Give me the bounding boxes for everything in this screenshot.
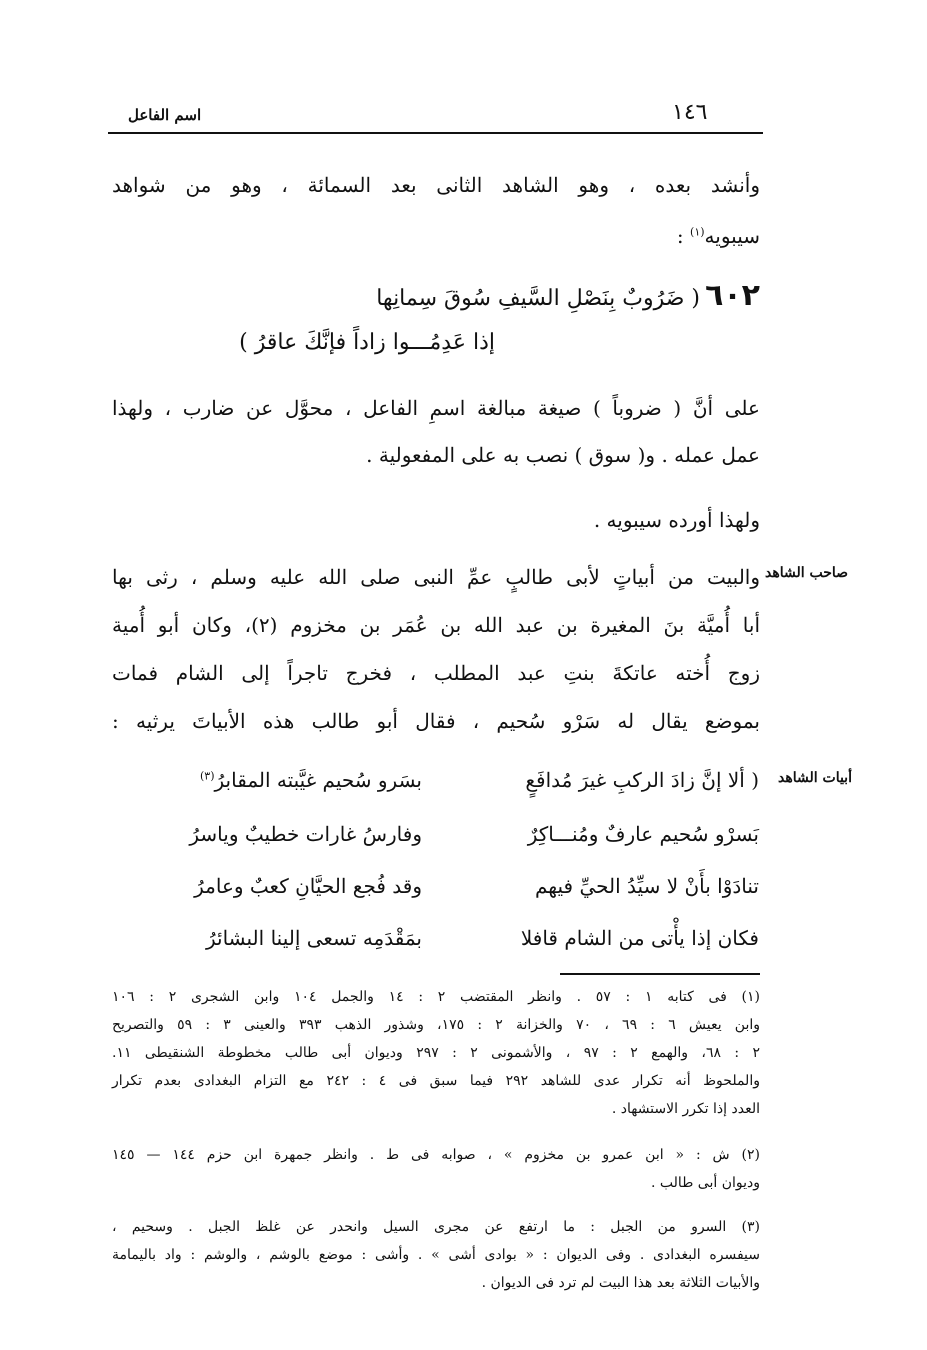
verse-602-first [376,278,760,313]
footnote-rule [560,973,760,975]
footnote-1-line-5: العدد إذا تكرر الاستشهاد . [611,1101,760,1117]
commentary-line-3: ولهذا أورده سيبويه . [593,508,760,532]
verse-number: ٦٠٢ [705,278,760,313]
footnote-3-line-3: والأبيات الثلاثة بعد هذا البيت لم ترد فى الديوان . [481,1275,760,1291]
footnote-1-line-2: وابن يعيش ٦ : ٦٩ ، ٧٠ والخزانة ٢ : ١٧٥، وشذور الذهب ٣٩٣ والعينى ٣ : ٥٩ والتصريح [112,1017,761,1033]
footnote-mark-3[interactable]: (٣) [199,769,215,783]
footnote-2-line-1: (٢) ش : « ابن عمرو بن مخزوم » ، صوابه فى ط . وانظر جمهرة ابن حزم ١٤٤ — ١٤٥ [112,1147,760,1163]
verse-4-first: فكان إذا يأْتى من الشام قافلا [520,926,759,950]
intro-colon: : [676,224,691,248]
footnote-1-line-3: ٢ : ٦٨، والهمع ٢ : ٩٧ ، والأشمونى ٢ : ٢٩٧ وديوان أبى طالب مخطوطة الشنقيطى ١١. [112,1045,761,1061]
running-title: اسم الفاعل [128,106,202,124]
footnote-3-line-2: سيفسره البغدادى . وفى الديوان : « بوادى أشى » . وأشى : موضع بالوشم ، والوشم : واد باليمامة [112,1247,760,1263]
footnote-1-line-1: (١) فى كتابه ١ : ٥٧ . وانظر المقتضب ٢ : ١٤ والجمل ١٠٤ وابن الشجرى ٢ : ١٠٦ [112,989,761,1005]
intro-line-2 [112,226,760,246]
margin-label-verses: أبيات الشاهد [778,770,852,786]
footnote-3-line-1: (٣) السرو من الجبل : ما ارتفع عن مجرى السيل وانحدر عن غلظ الجبل . وسحيم ، [112,1219,760,1235]
verse-1-second [200,770,422,790]
header-rule [108,132,763,134]
commentary-line-1: على أنَّ ( ضروباً ) صيغة مبالغة اسمِ الفاعل ، محوَّل عن ضارب ، ولهذا [112,396,760,420]
footnote-1-line-4: والملحوظ أنه تكرار عدى للشاهد ٢٩٢ فيما سبق فى ٤ : ٢٤٢ مع التزام البغدادى بعدم تكرار [112,1073,760,1089]
poet-line-3: زوج أُخته عاتكةَ بنتِ عبد المطلب ، فخرج تاجراً إلى الشام فمات [112,661,760,685]
verse-4-second: بمَقْدَمِه تسعى إلينا البشائرُ [205,926,422,950]
footnote-2-line-2: وديوان أبى طالب . [651,1175,760,1191]
intro-sibawayh: سيبويه [704,224,760,248]
verse-1-first: ( ألا إنَّ زادَ الركبِ غيرَ مُدافَعٍ [525,768,759,792]
footnote-mark-1[interactable]: (١) [690,225,705,239]
margin-label-poet: صاحب الشاهد [765,565,849,581]
verse-602-hemistich-2: إذا عَدِمُـــوا زاداً فإنَّكَ عاقرُ ) [239,330,495,355]
verse-602-hemistich-1: ( ضَرُوبٌ بِنَصْلِ السَّيفِ سُوقَ سِمانِها [376,286,700,311]
commentary-line-2: عمل عمله . و( سوق ) نصب به على المفعولية . [366,443,760,467]
verse-3-second: وقد فُجع الحيَّانِ كعبٌ وعامرُ [194,874,422,898]
verse-1-second-text: بسَرو سُحيم غيَّبته المقابرُ [214,768,422,792]
verse-2-second: وفارسُ غارات خطيبٌ وياسرُ [189,822,422,846]
poet-line-2: أبا أُميَّة بنَ المغيرة بن عبد الله بن عُمَر بن مخزوم (٢)، وكان أبو أُمية [112,613,761,637]
page-number: ١٤٦ [672,100,708,125]
verse-2-first: بَسرْو سُحيم عارفٌ ومُنـــاكِرٌ [527,822,759,846]
intro-line-1: وأنشد بعده ، وهو الشاهد الثانى بعد السمائة ، وهو من شواهد [112,173,760,197]
verse-3-first: تنادَوْا بأَنْ لا سيِّدُ الحيِّ فيهم [534,874,759,898]
poet-line-1: والبيت من أبياتٍ لأبى طالبٍ عمِّ النبى صلى الله عليه وسلم ، رثى بها [112,565,760,589]
poet-line-4: بموضع يقال له سَرْو سُحيم ، فقال أبو طالب هذه الأبياتَ يرثيه : [112,709,760,733]
